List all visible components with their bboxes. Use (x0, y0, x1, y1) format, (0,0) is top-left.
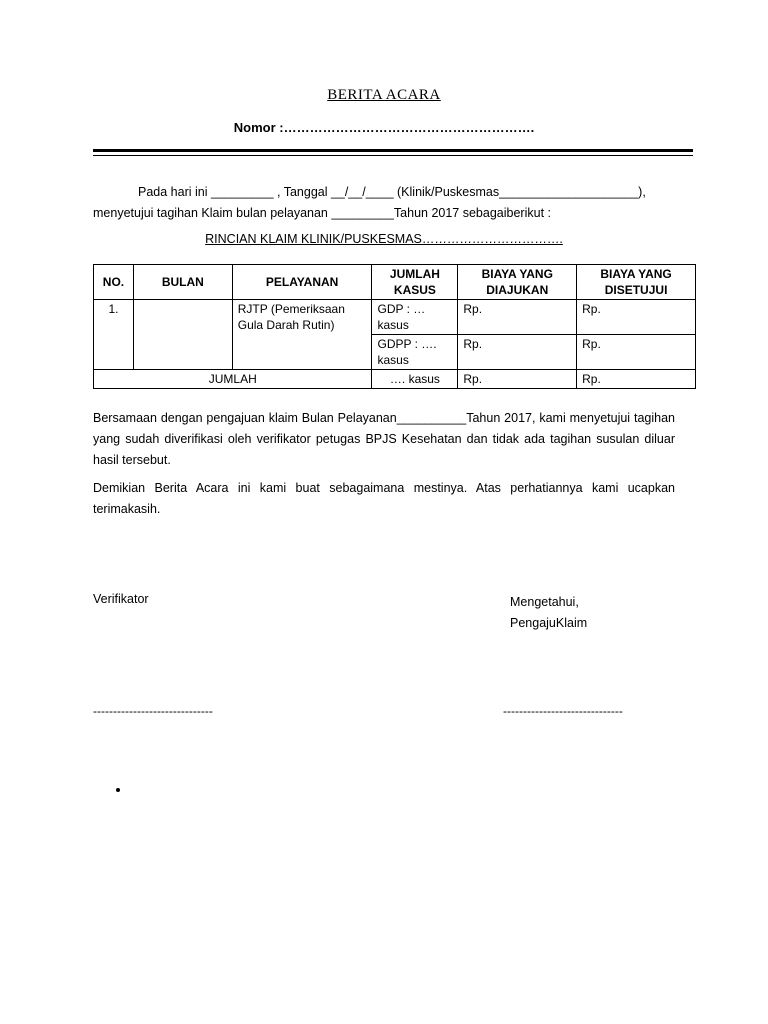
pengaju-signature-line: ------------------------------ (503, 704, 623, 718)
cell-total-diajukan: Rp. (458, 370, 577, 389)
pengaju-label (510, 592, 587, 634)
cell-gdpp-diajukan: Rp. (458, 335, 577, 370)
verifikator-signature-line: ------------------------------ (93, 704, 213, 718)
approval-paragraph: Bersamaan dengan pengajuan klaim Bulan Pelayanan__________Tahun 2017, kami menyetujui tagihan yang sudah diverifikasi oleh verifikator petugas BPJS Kesehatan dan tidak ada tagihan susulan diluar hasil tersebut. (93, 411, 675, 467)
cell-pelayanan: RJTP (Pemeriksaan Gula Darah Rutin) (232, 300, 372, 370)
cell-total-kasus: …. kasus (372, 370, 458, 389)
table-row (94, 300, 696, 335)
header-pelayanan: PELAYANAN (232, 265, 372, 300)
document-number: Nomor :…………………………………………………. (233, 120, 535, 135)
table-total-row (94, 370, 696, 389)
document-title: BERITA ACARA (327, 87, 441, 103)
header-rule-thin (93, 155, 693, 156)
header-jumlah-kasus: JUMLAH KASUS (372, 265, 458, 300)
cell-gdpp-disetujui: Rp. (577, 335, 696, 370)
intro-line-2: menyetujui tagihan Klaim bulan pelayanan _________Tahun 2017 sebagaiberikut : (93, 206, 551, 220)
header-bulan: BULAN (133, 265, 232, 300)
header-biaya-disetujui: BIAYA YANG DISETUJUI (577, 265, 696, 300)
claims-table (93, 264, 696, 389)
table-header-row (94, 265, 696, 300)
verifikator-label: Verifikator (93, 592, 149, 606)
intro-paragraph (93, 182, 675, 224)
cell-bulan (133, 300, 232, 370)
cell-gdp-disetujui: Rp. (577, 300, 696, 335)
cell-total-disetujui: Rp. (577, 370, 696, 389)
header-rule-thick (93, 149, 693, 152)
header-biaya-diajukan: BIAYA YANG DIAJUKAN (458, 265, 577, 300)
cell-gdpp-kasus: GDPP : …. kasus (372, 335, 458, 370)
cell-total-label: JUMLAH (94, 370, 372, 389)
mengetahui-text: Mengetahui, (510, 595, 579, 609)
pengaju-klaim-text: PengajuKlaim (510, 616, 588, 630)
cell-no: 1. (94, 300, 134, 370)
cell-gdp-diajukan: Rp. (458, 300, 577, 335)
intro-line-1: Pada hari ini _________ , Tanggal __/__/____ (Klinik/Puskesmas____________________), (138, 185, 646, 199)
closing-paragraph: Demikian Berita Acara ini kami buat sebagaimana mestinya. Atas perhatiannya kami ucapkan terimakasih. (93, 481, 675, 516)
cell-gdp-kasus: GDP : … kasus (372, 300, 458, 335)
claims-subtitle: RINCIAN KLAIM KLINIK/PUSKESMAS……………………………. (205, 232, 563, 246)
header-no: NO. (94, 265, 134, 300)
bullet-dot-icon (116, 788, 120, 792)
